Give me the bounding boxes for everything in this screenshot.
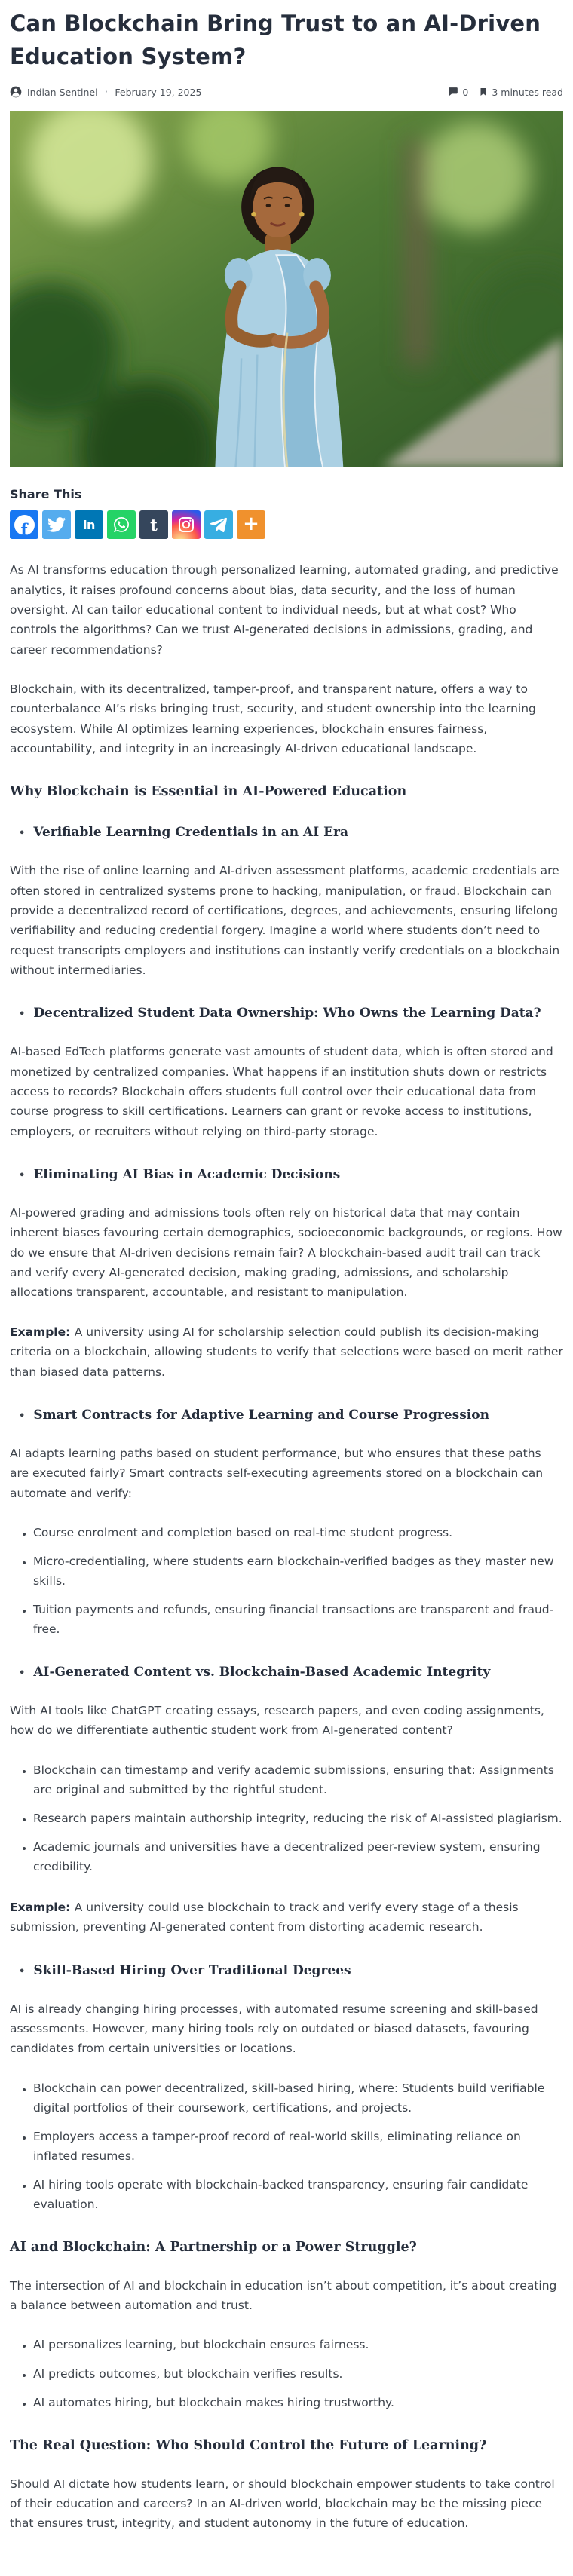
section-heading: Why Blockchain is Essential in AI-Powered Education bbox=[10, 784, 407, 800]
post-date: February 19, 2025 bbox=[115, 86, 202, 98]
hero-image bbox=[10, 111, 563, 467]
article-body bbox=[10, 560, 563, 2533]
paragraph: Should AI dictate how students learn, or should blockchain empower students to take control of their education and careers? In an AI-driven world, blockchain may be the missing piece that ensures trust, integrity, and student autonomy in the future of education. bbox=[10, 2476, 555, 2531]
bullet-heading-text: Verifiable Learning Credentials in an AI Era bbox=[33, 825, 349, 841]
paragraph: The intersection of AI and blockchain in education isn’t about competition, it’s about creating a balance between automation and trust. bbox=[10, 2278, 557, 2313]
post-meta bbox=[10, 85, 563, 99]
share-more-button[interactable] bbox=[237, 510, 265, 539]
whatsapp-icon bbox=[112, 516, 130, 534]
example-label: Example: bbox=[10, 1325, 75, 1339]
bullet-heading bbox=[10, 1665, 563, 1680]
bullet-list bbox=[10, 2335, 563, 2412]
bullet-heading-text: AI-Generated Content vs. Blockchain-Based Academic Integrity bbox=[33, 1665, 491, 1680]
bullet-dot: • bbox=[19, 828, 26, 840]
list-item: • Tuition payments and refunds, ensuring financial transactions are transparent and fraud-free. bbox=[33, 1600, 563, 1639]
share-buttons bbox=[10, 510, 563, 539]
list-item: • Research papers maintain authorship integrity, reducing the risk of AI-assisted plagiarism. bbox=[33, 1809, 563, 1828]
comments-count[interactable] bbox=[448, 87, 468, 98]
bullet-dot: • bbox=[19, 1009, 26, 1021]
paragraph: With AI tools like ChatGPT creating essays, research papers, and even coding assignments, how do we differentiate authentic student work from AI-generated content? bbox=[10, 1704, 544, 1738]
twitter-bird-icon bbox=[47, 516, 66, 534]
bullet-heading-text: Skill-Based Hiring Over Traditional Degrees bbox=[33, 1962, 351, 1978]
section-heading: The Real Question: Who Should Control the Future of Learning? bbox=[10, 2437, 487, 2453]
example-label: Example: bbox=[10, 1900, 75, 1914]
section-heading: AI and Blockchain: A Partnership or a Power Struggle? bbox=[10, 2239, 417, 2255]
read-time-value: 3 minutes read bbox=[492, 86, 563, 98]
share-linkedin-button[interactable] bbox=[75, 510, 103, 539]
bullet-dot: • bbox=[19, 1668, 26, 1680]
share-telegram-button[interactable] bbox=[204, 510, 233, 539]
bullet-heading bbox=[10, 1167, 563, 1182]
bullet-heading-text: Eliminating AI Bias in Academic Decisions bbox=[33, 1167, 341, 1183]
bookmark-icon bbox=[479, 87, 488, 97]
instagram-camera-icon bbox=[177, 516, 195, 534]
list-item: • Academic journals and universities have a decentralized peer-review system, ensuring credibility. bbox=[33, 1837, 563, 1876]
bullet-heading-text: Smart Contracts for Adaptive Learning and Course Progression bbox=[33, 1407, 489, 1423]
bullet-dot: • bbox=[19, 1965, 26, 1977]
author-name[interactable]: Indian Sentinel bbox=[27, 86, 98, 98]
bullet-heading bbox=[10, 1006, 563, 1021]
list-item: • AI personalizes learning, but blockchain ensures fairness. bbox=[33, 2335, 563, 2354]
share-whatsapp-button[interactable] bbox=[107, 510, 136, 539]
bullet-list bbox=[10, 1760, 563, 1876]
list-item: • AI automates hiring, but blockchain makes hiring trustworthy. bbox=[33, 2393, 563, 2412]
post-meta-left bbox=[10, 85, 201, 99]
list-item: • Employers access a tamper-proof record of real-world skills, eliminating reliance on inflated resumes. bbox=[33, 2127, 563, 2166]
bullet-list bbox=[10, 1523, 563, 1639]
share-twitter-button[interactable] bbox=[42, 510, 71, 539]
list-item: • Blockchain can power decentralized, skill-based hiring, where: Students build verifiable digital portfolios of their coursework, certifications, and projects. bbox=[33, 2078, 563, 2118]
bullet-list bbox=[10, 2078, 563, 2214]
bullet-heading bbox=[10, 825, 563, 840]
telegram-plane-icon bbox=[210, 516, 228, 534]
bullet-dot: • bbox=[19, 1170, 26, 1182]
example-paragraph: Example: A university using AI for scholarship selection could publish its decision-making criteria on a blockchain, allowing students to verify that selections were based on merit rather than biased data patterns. bbox=[10, 1325, 563, 1379]
bullet-heading bbox=[10, 1963, 563, 1978]
meta-separator: · bbox=[104, 85, 109, 99]
list-item: • Micro-credentialing, where students earn blockchain-verified badges as they master new skills. bbox=[33, 1551, 563, 1591]
bullet-heading-text: Decentralized Student Data Ownership: Who Owns the Learning Data? bbox=[33, 1006, 541, 1022]
list-item: • Blockchain can timestamp and verify academic submissions, ensuring that: Assignments are original and submitted by the rightful student. bbox=[33, 1760, 563, 1800]
comment-bubble-icon bbox=[448, 87, 458, 97]
example-paragraph: Example: A university could use blockchain to track and verify every stage of a thesis submission, preventing AI-generated content from distorting academic research. bbox=[10, 1900, 519, 1934]
list-item: • AI hiring tools operate with blockchain-backed transparency, ensuring fair candidate evaluation. bbox=[33, 2175, 563, 2214]
paragraph: AI-based EdTech platforms generate vast amounts of student data, which is often stored and monetized by centralized companies. What happens if an institution shuts down or restricts access to records? Blockchain offers students full control over their educational data from course progress to skill certifications. Learners can grant or revoke access to institutions, employers, or recruiters without relying on third-party storage. bbox=[10, 1045, 553, 1138]
share-tumblr-button[interactable] bbox=[139, 510, 168, 539]
bullet-dot: • bbox=[19, 1410, 26, 1422]
share-instagram-button[interactable] bbox=[172, 510, 201, 539]
bullet-heading bbox=[10, 1407, 563, 1423]
plus-icon: + bbox=[243, 513, 259, 536]
list-item: • Course enrolment and completion based on real-time student progress. bbox=[33, 1523, 563, 1542]
list-item: • AI predicts outcomes, but blockchain verifies results. bbox=[33, 2364, 563, 2384]
read-time bbox=[479, 87, 563, 98]
author-avatar-icon bbox=[10, 86, 22, 98]
post-meta-right bbox=[448, 87, 563, 98]
facebook-icon: f bbox=[14, 515, 35, 535]
comments-count-value: 0 bbox=[462, 86, 469, 98]
paragraph: AI adapts learning paths based on student performance, but who ensures that these paths are executed fairly? Smart contracts self-executing agreements stored on a blockchain can automate and verify: bbox=[10, 1446, 556, 1500]
paragraph: AI is already changing hiring processes, with automated resume screening and skill-based assessments. However, many hiring tools rely on outdated or biased datasets, favouring candidates from certain universities or locations. bbox=[10, 2002, 538, 2056]
linkedin-icon: in bbox=[83, 517, 95, 532]
share-this-label: Share This bbox=[10, 487, 82, 502]
paragraph: As AI transforms education through personalized learning, automated grading, and predictive analytics, it raises profound concerns about bias, data security, and the loss of human oversight. AI can tailor educational content to individual needs, but at what cost? Who controls the algorithms? Can we trust AI-generated decisions in admissions, grading, and career recommendations? bbox=[10, 563, 559, 657]
share-facebook-button[interactable] bbox=[10, 510, 38, 539]
paragraph: With the rise of online learning and AI-driven assessment platforms, academic credentials are often stored in centralized systems prone to hacking, manipulation, or fraud. Blockchain can provide a decentralized record of certifications, degrees, and achievements, ensuring lifelong verifiability and reducing credential forgery. Imagine a world where students don’t need to request transcripts employers and institutions can instantly verify credentials on a blockchain without intermediaries. bbox=[10, 864, 560, 978]
tumblr-icon: t bbox=[150, 515, 158, 534]
paragraph: AI-powered grading and admissions tools often rely on historical data that may contain inherent biases favouring certain demographics, socioeconomic backgrounds, or regions. How do we ensure that AI-driven decisions remain fair? A blockchain-based audit trail can track and verify every AI-generated decision, making grading, admissions, and scholarship allocations transparent, accountable, and resistant to manipulation. bbox=[10, 1206, 562, 1300]
paragraph: Blockchain, with its decentralized, tamper-proof, and transparent nature, offers a way to counterbalance AI’s risks bringing trust, security, and student ownership into the learning ecosystem. While AI optimizes learning experiences, blockchain ensures fairness, accountability, and integrity in an increasingly AI-driven educational landscape. bbox=[10, 682, 536, 755]
page-title: Can Blockchain Bring Trust to an AI-Driven Education System? bbox=[10, 11, 541, 69]
